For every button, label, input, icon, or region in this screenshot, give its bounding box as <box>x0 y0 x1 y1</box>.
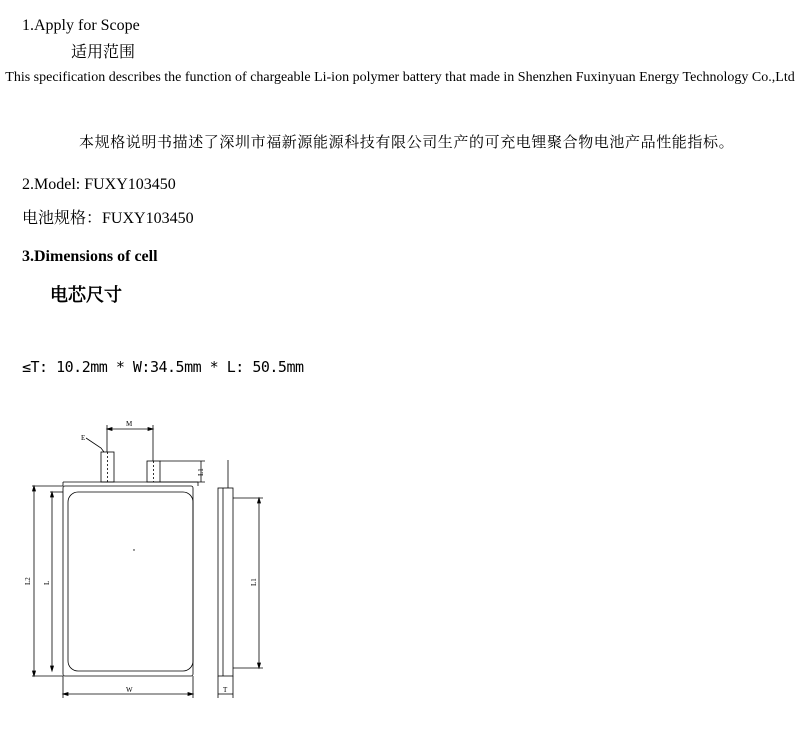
scope-description-chinese: 本规格说明书描述了深圳市福新源能源科技有限公司生产的可充电锂聚合物电池产品性能指标。 <box>79 135 735 151</box>
label-side-l1: L1 <box>250 578 258 586</box>
section-1-title-chinese: 适用范围 <box>71 44 136 61</box>
section-3-title-chinese: 电芯尺寸 <box>50 285 122 305</box>
cell-dimension-drawing <box>20 410 280 710</box>
model-line: 2.Model: FUXY103450 <box>22 176 176 193</box>
cell-body-inner <box>68 492 193 671</box>
label-w: W <box>126 686 133 694</box>
label-l2: L2 <box>24 577 32 585</box>
section-3-title: 3.Dimensions of cell <box>22 248 158 265</box>
section-1-title: 1.Apply for Scope <box>22 17 140 34</box>
model-line-chinese: 电池规格：FUXY103450 <box>22 210 194 227</box>
cell-body-outline <box>63 486 193 676</box>
label-e: E <box>81 434 86 442</box>
label-m: M <box>126 420 133 428</box>
scope-description: This specification describes the function of chargeable Li-ion polymer battery that made in Shenzhen Fuxinyuan Energy Technology Co.,Ltd <box>5 70 795 85</box>
label-l1: L1 <box>197 468 205 476</box>
label-l: L <box>43 580 51 585</box>
cell-side-view <box>218 488 233 676</box>
label-t: T <box>223 686 228 694</box>
cell-dimensions: ≤T: 10.2mm * W:34.5mm * L: 50.5mm <box>22 358 304 376</box>
